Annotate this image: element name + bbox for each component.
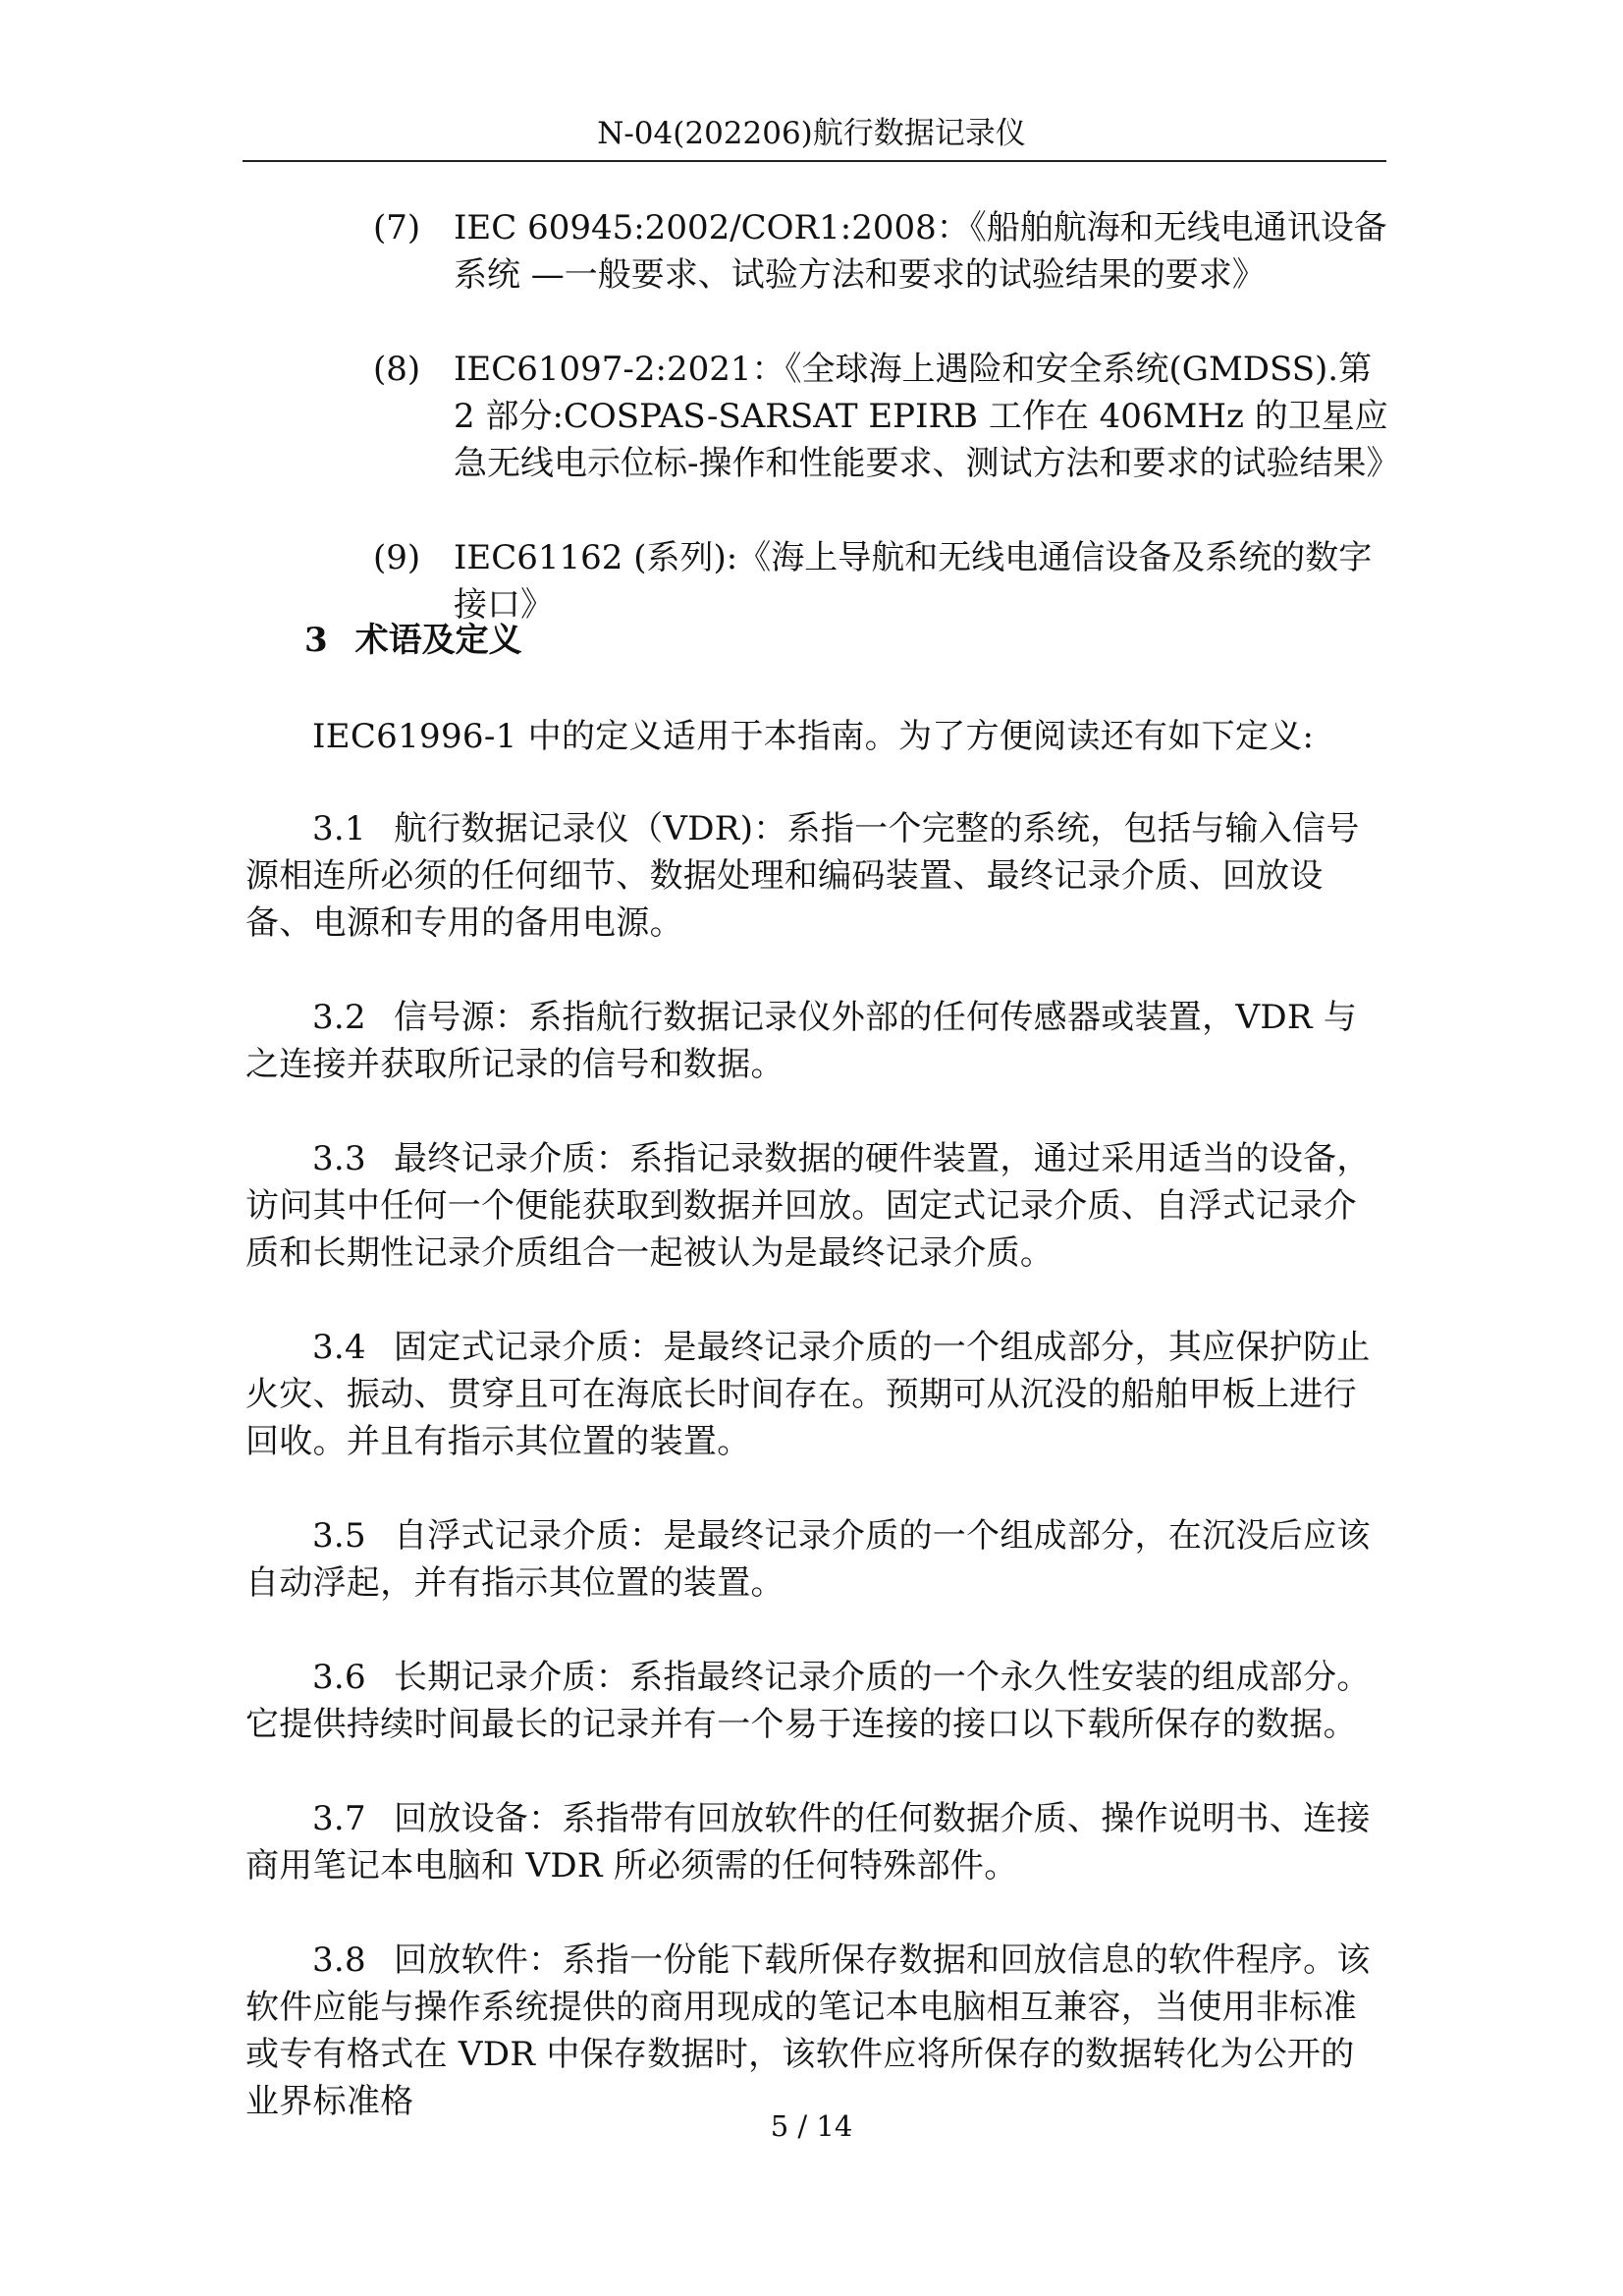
definition-text: 信号源：系指航行数据记录仪外部的任何传感器或装置，VDR 与之连接并获取所记录的信号和数据。 (245, 998, 1358, 1084)
reference-text: IEC61097-2:2021：《全球海上遇险和安全系统(GMDSS).第 2 部分:COSPAS-SARSAT EPIRB 工作在 406MHz 的卫星应急无线电示位标-操作和性能要求、测试方法和要求的试验结果》 (454, 350, 1400, 483)
section-title: 术语及定义 (354, 621, 522, 660)
definition-3-2 (245, 994, 1387, 1088)
section-number: 3 (304, 621, 328, 660)
intro-paragraph: IEC61996-1 中的定义适用于本指南。为了方便阅读还有如下定义: (312, 717, 1315, 756)
definition-text: 最终记录介质：系指记录数据的硬件装置，通过采用适当的设备，访问其中任何一个便能获取到数据并回放。固定式记录介质、自浮式记录介质和长期性记录介质组合一起被认为是最终记录介质。 (245, 1139, 1371, 1273)
definition-number: 3.4 (312, 1328, 366, 1367)
definition-3-3 (245, 1135, 1387, 1277)
definition-number: 3.7 (312, 1799, 366, 1838)
definition-3-8 (245, 1937, 1387, 2125)
reference-item-7 (373, 204, 1394, 299)
definition-3-6 (245, 1654, 1387, 1748)
reference-item-8 (373, 346, 1400, 487)
reference-number: (7) (373, 208, 421, 247)
definition-number: 3.5 (312, 1516, 366, 1556)
definition-text: 回放软件：系指一份能下载所保存数据和回放信息的软件程序。该软件应能与操作系统提供的商用现成的笔记本电脑相互兼容，当使用非标准或专有格式在 VDR 中保存数据时，该软件应将所保存的数据转化为公开的业界标准格 (245, 1941, 1371, 2121)
definition-number: 3.6 (312, 1658, 366, 1697)
definition-number: 3.3 (312, 1139, 366, 1178)
definition-number: 3.1 (312, 809, 366, 848)
definition-number: 3.8 (312, 1941, 366, 1980)
header-divider (243, 160, 1386, 162)
reference-text: IEC61162 (系列):《海上导航和无线电通信设备及系统的数字接口》 (454, 538, 1373, 625)
definition-3-1 (245, 805, 1387, 947)
definition-3-4 (245, 1324, 1387, 1465)
definition-text: 回放设备：系指带有回放软件的任何数据介质、操作说明书、连接商用笔记本电脑和 VDR 所必须需的任何特殊部件。 (245, 1799, 1371, 1886)
page-number: 5 / 14 (770, 2109, 853, 2143)
definition-number: 3.2 (312, 998, 366, 1037)
reference-item-9 (373, 534, 1394, 629)
reference-number: (9) (373, 538, 421, 577)
page-header: N-04(202206)航行数据记录仪 (597, 116, 1026, 151)
definition-text: 长期记录介质：系指最终记录介质的一个永久性安装的组成部分。它提供持续时间最长的记录并有一个易于连接的接口以下载所保存的数据。 (245, 1658, 1371, 1744)
definition-3-7 (245, 1795, 1387, 1889)
reference-number: (8) (373, 350, 421, 389)
section-heading (304, 617, 522, 664)
definition-text: 固定式记录介质：是最终记录介质的一个组成部分，其应保护防止火灾、振动、贯穿且可在海底长时间存在。预期可从沉没的船舶甲板上进行回收。并且有指示其位置的装置。 (245, 1328, 1371, 1461)
definition-3-5 (245, 1512, 1387, 1607)
definition-text: 自浮式记录介质：是最终记录介质的一个组成部分，在沉没后应该自动浮起，并有指示其位置的装置。 (245, 1516, 1371, 1603)
reference-text: IEC 60945:2002/COR1:2008：《船舶航海和无线电通讯设备系统 —一般要求、试验方法和要求的试验结果的要求》 (454, 208, 1387, 295)
definition-text: 航行数据记录仪（VDR)：系指一个完整的系统，包括与输入信号源相连所必须的任何细节、数据处理和编码装置、最终记录介质、回放设备、电源和专用的备用电源。 (245, 809, 1360, 943)
